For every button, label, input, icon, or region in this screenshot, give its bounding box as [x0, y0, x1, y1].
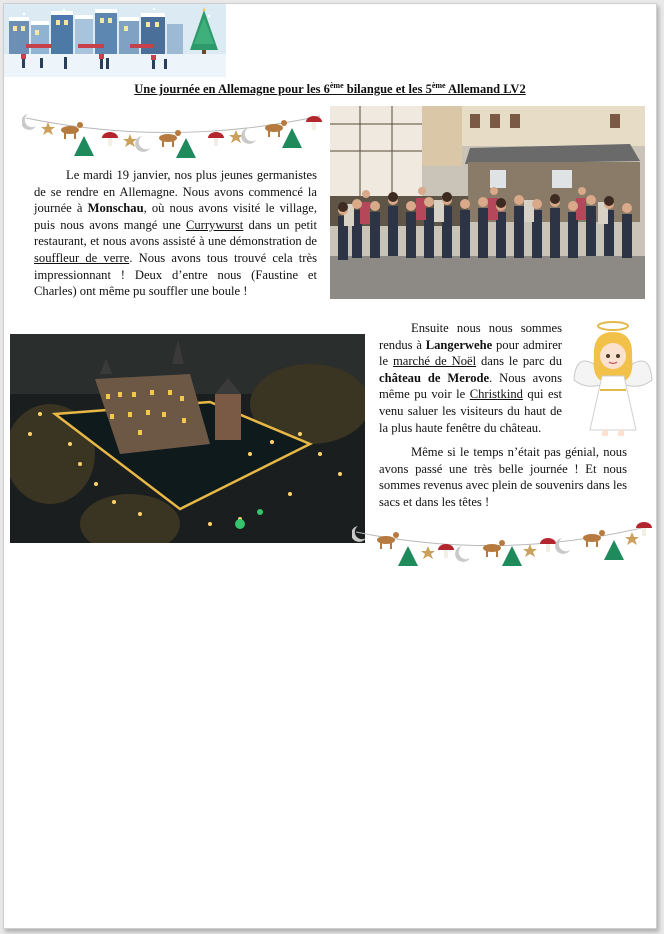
castle-merode-photo — [10, 334, 365, 543]
christmas-garland-top — [22, 108, 324, 164]
page-title: Une journée en Allemagne pour les 6ème bilangue et les 5ème Allemand LV2 — [134, 81, 526, 97]
document-page — [3, 3, 657, 929]
christmas-garland-bottom — [352, 516, 654, 572]
winter-town-banner — [4, 4, 226, 77]
group-photo-monschau — [330, 106, 645, 299]
paragraph-langerwehe: Ensuite nous nous sommes rendus à Langerwehe pour admirer le marché de Noël dans le parc du château de Merode. Nous avons même pu voir le Christkind qui est venu saluer les visiteurs du haut de la plus haute fenêtre du château. — [379, 321, 563, 435]
paragraph-conclusion: Même si le temps n’était pas génial, nous avons passé une très belle journée ! Et nous sommes revenus avec plein de souvenirs dans les sacs et dans les têtes ! — [379, 445, 627, 509]
paragraph-monschau: Le mardi 19 janvier, nos plus jeunes germanistes de se rendre en Allemagne. Nous avons commencé la journée à Monschau, où nous avons visité le village, puis nous avons mangé une Currywurst dans un petit restaurant, et nous avons assisté à une démonstration de souffleur de verre. Nous avons tous trouvé cela très impressionnant ! Deux d’entre nous (Faustine et Charles) ont même pu souffler une boule ! — [34, 168, 317, 299]
christkind-angel-illustration — [572, 318, 654, 440]
